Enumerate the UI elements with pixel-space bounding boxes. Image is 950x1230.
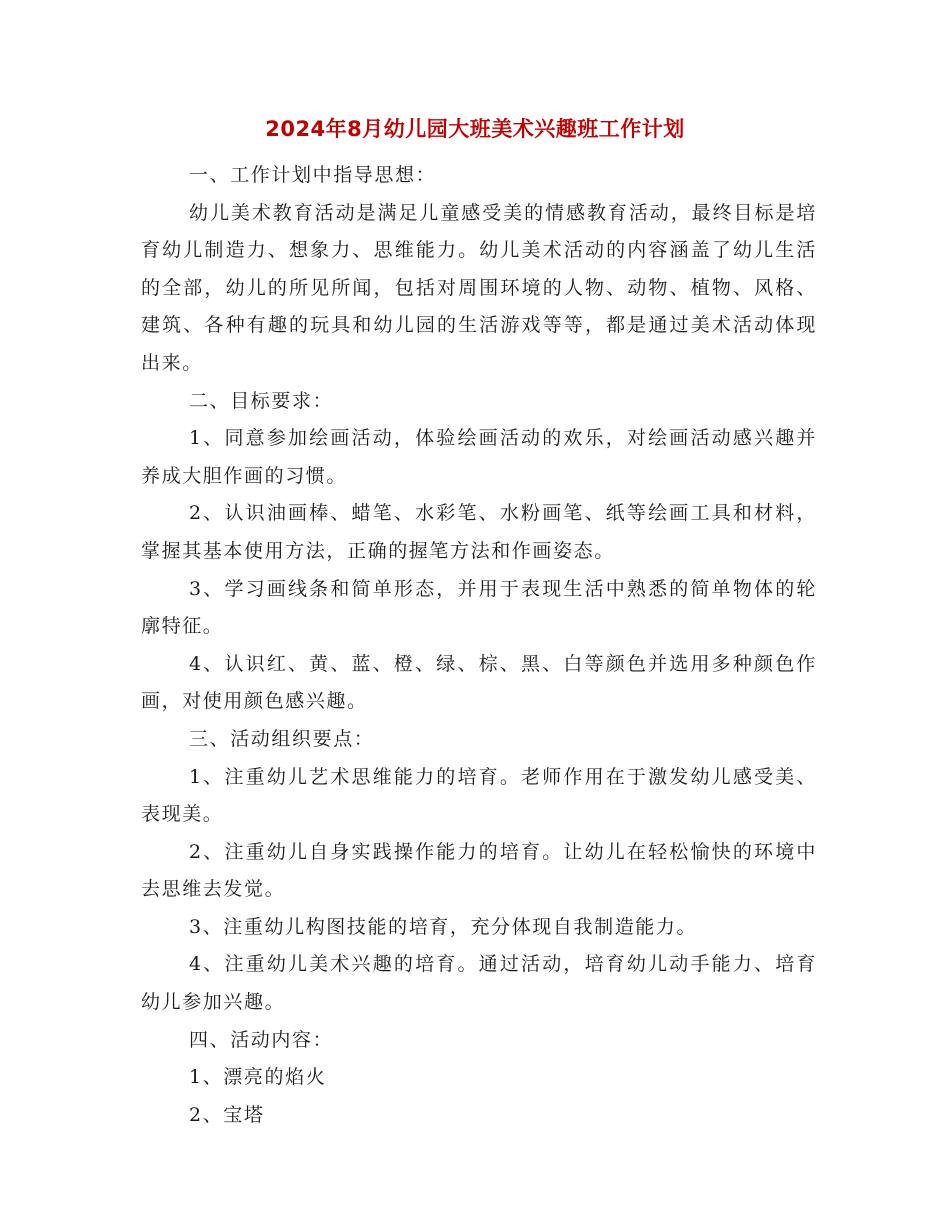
goal-item-3: 3、学习画线条和简单形态，并用于表现生活中熟悉的简单物体的轮廓特征。 — [141, 577, 817, 638]
organization-item-3: 3、注重幼儿构图技能的培育，充分体现自我制造能力。 — [189, 915, 698, 938]
organization-item-1: 1、注重幼儿艺术思维能力的培育。老师作用在于激发幼儿感受美、表现美。 — [141, 765, 817, 826]
goal-item-1: 1、同意参加绘画活动，体验绘画活动的欢乐，对绘画活动感兴趣并养成大胆作画的习惯。 — [141, 427, 817, 487]
organization-item-2: 2、注重幼儿自身实践操作能力的培育。让幼儿在轻松愉快的环境中去思维去发觉。 — [141, 840, 817, 901]
activity-item-2: 2、宝塔 — [189, 1103, 265, 1126]
heading-goals: 二、目标要求： — [189, 389, 334, 412]
heading-guiding-ideas: 一、工作计划中指导思想： — [189, 164, 437, 186]
document-title: 2024年8月幼儿园大班美术兴趣班工作计划 — [265, 117, 685, 141]
organization-item-4: 4、注重幼儿美术兴趣的培育。通过活动，培育幼儿动手能力、培育幼儿参加兴趣。 — [141, 953, 817, 1014]
goal-item-2: 2、认识油画棒、蜡笔、水彩笔、水粉画笔、纸等绘画工具和材料，掌握其基本使用方法，正确的握笔方法和作画姿态。 — [141, 502, 817, 562]
activity-item-1: 1、漂亮的焰火 — [189, 1066, 327, 1089]
paragraph-guiding-ideas: 幼儿美术教育活动是满足儿童感受美的情感教育活动，最终目标是培育幼儿制造力、想象力、思维能力。幼儿美术活动的内容涵盖了幼儿生活的全部，幼儿的所见所闻，包括对周围环境的人物、动物、植物、风格、建筑、各种有趣的玩具和幼儿园的生活游戏等等，都是通过美术活动体现出来。 — [141, 201, 817, 374]
goal-item-4: 4、认识红、黄、蓝、橙、绿、棕、黑、白等颜色并选用多种颜色作画，对使用颜色感兴趣。 — [141, 652, 817, 713]
heading-organization: 三、活动组织要点： — [189, 727, 375, 750]
document-body — [141, 157, 817, 1134]
heading-activities: 四、活动内容： — [189, 1028, 334, 1051]
